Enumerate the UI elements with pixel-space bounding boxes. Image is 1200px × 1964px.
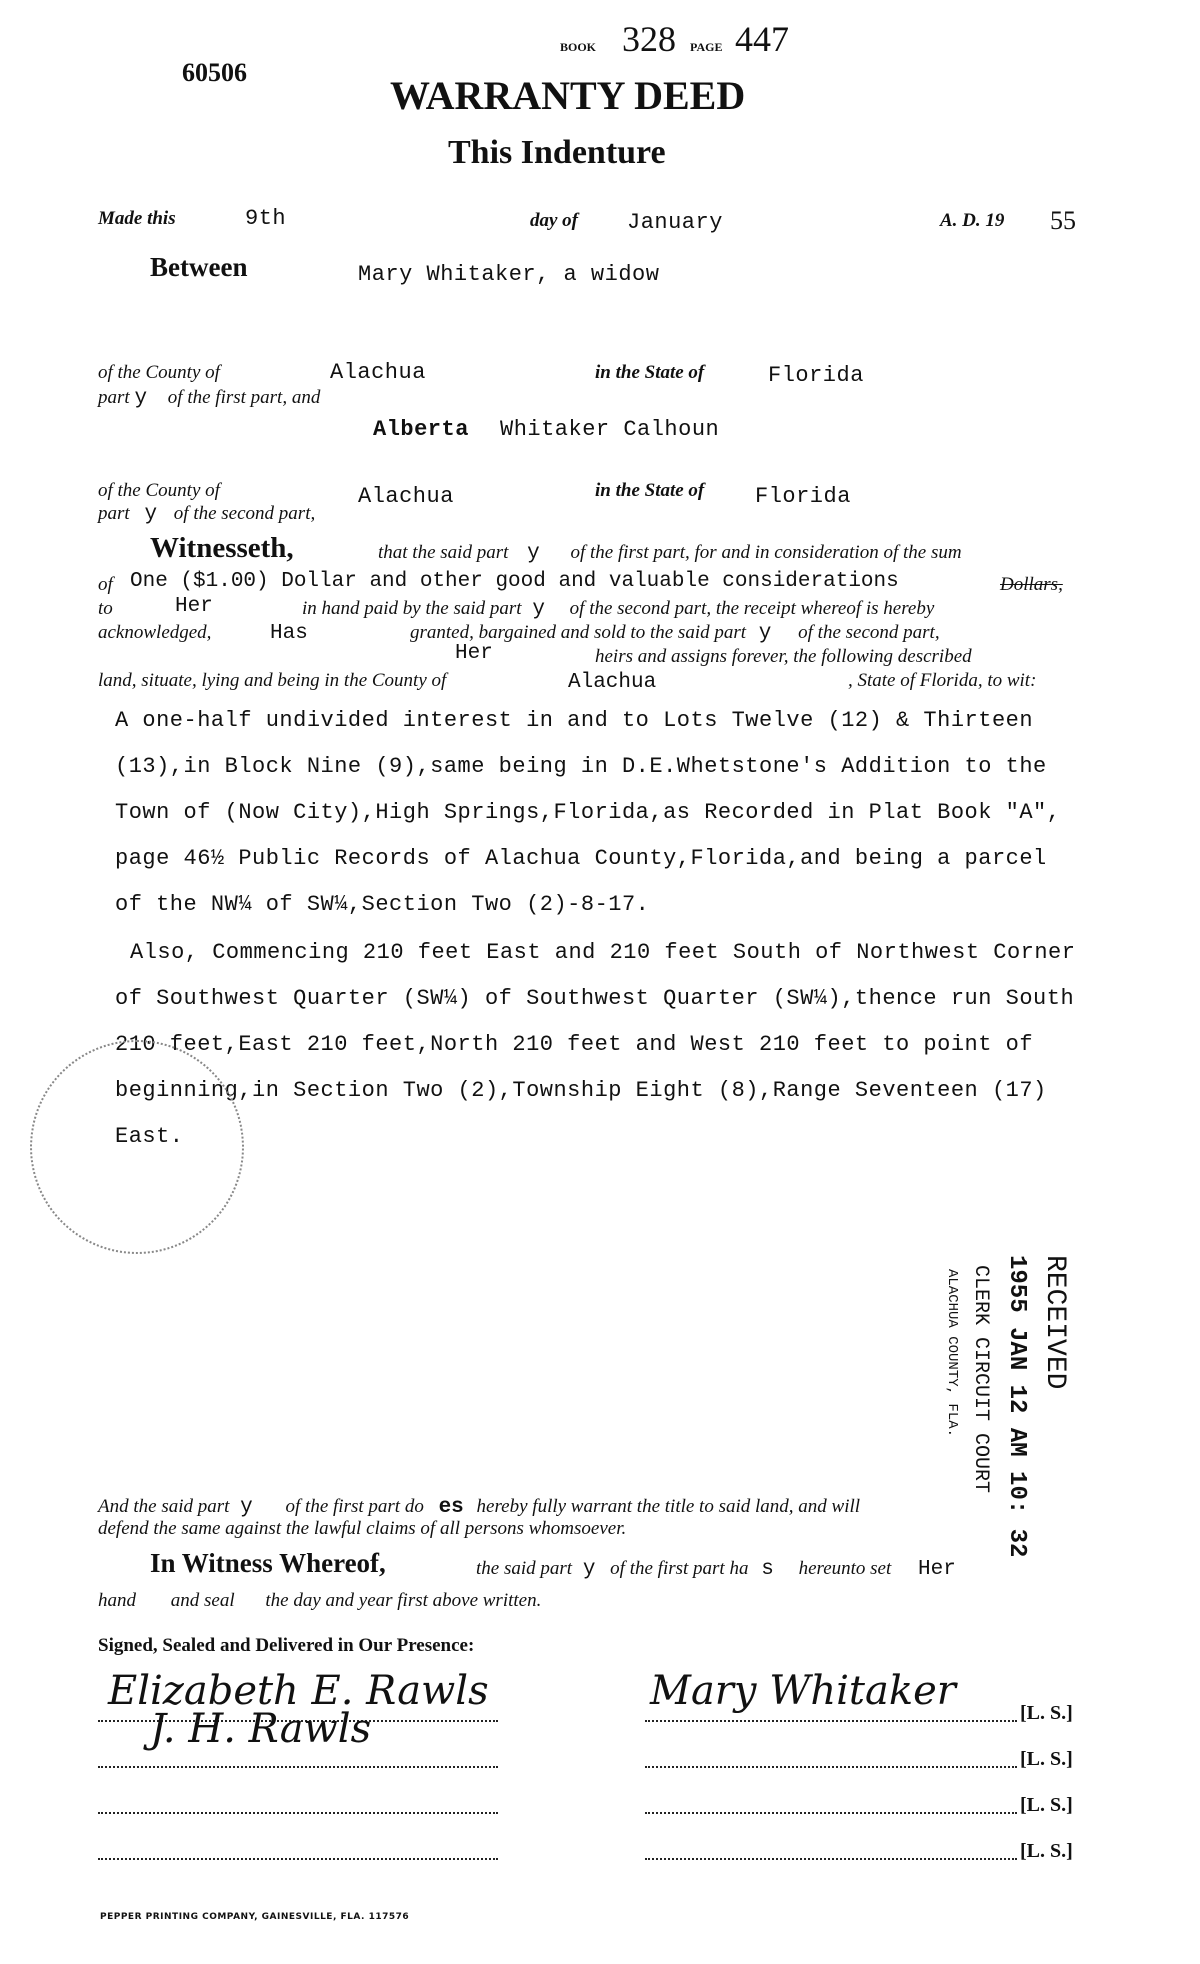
witnesseth-l1-suffix: y	[527, 542, 540, 565]
warranty-a: And the said part	[98, 1496, 230, 1517]
second-party-label	[98, 503, 315, 526]
grantee-surname: Whitaker Calhoun	[500, 417, 720, 442]
witness-signature-2: J. H. Rawls	[150, 1706, 372, 1752]
ad-label: A. D. 19	[940, 210, 1005, 231]
legal-line: 210 feet,East 210 feet,North 210 feet and West 210 feet to point of	[115, 1032, 1034, 1057]
deed-year: 55	[1050, 206, 1076, 235]
witnesseth-label: Witnesseth,	[150, 532, 294, 564]
witnesseth-line6-a: land, situate, lying and being in the County of	[98, 670, 447, 691]
legal-line: of the NW¼ of SW¼,Section Two (2)-8-17.	[115, 892, 650, 917]
legal-line: (13),in Block Nine (9),same being in D.E.Whetstone's Addition to the	[115, 754, 1047, 779]
witness-signature-1: Elizabeth E. Rawls	[108, 1668, 489, 1714]
witnesseth-line6-b: , State of Florida, to wit:	[848, 670, 1037, 691]
witnesseth-line1	[378, 542, 962, 565]
ls-label: [L. S.]	[1020, 1748, 1073, 1770]
stamp-clerk: CLERK CIRCUIT COURT	[969, 1265, 992, 1494]
in-witness-line2	[98, 1590, 541, 1612]
book-number: 328	[622, 19, 676, 59]
stamp-datetime: 1955 JAN 12 AM 10: 32	[1003, 1255, 1030, 1558]
witnesseth-l1-a: that the said part	[378, 542, 509, 563]
in-witness-d: hand	[98, 1590, 136, 1611]
has-text: Has	[270, 622, 308, 645]
legal-line: East.	[115, 1124, 184, 1149]
grantor-line-3	[645, 1812, 1017, 1814]
first-state: Florida	[768, 363, 864, 388]
witnesseth-l4-suffix: y	[758, 622, 772, 645]
in-witness-label: In Witness Whereof,	[150, 1548, 386, 1578]
embossed-seal	[30, 1040, 244, 1254]
ls-label: [L. S.]	[1020, 1702, 1073, 1724]
signed-sealed-heading: Signed, Sealed and Delivered in Our Presence:	[98, 1635, 475, 1656]
first-state-label: in the State of	[595, 362, 705, 383]
grantor-line-2	[645, 1766, 1017, 1768]
ls-label: [L. S.]	[1020, 1840, 1073, 1862]
grantor-signature: Mary Whitaker	[650, 1668, 956, 1714]
second-state-label: in the State of	[595, 480, 705, 501]
grantee-first-name: Alberta	[373, 417, 469, 442]
legal-line: page 46½ Public Records of Alachua County,Florida,and being a parcel	[115, 846, 1047, 871]
second-party-of: of the second part,	[173, 503, 316, 524]
warranty-c: hereby fully warrant the title to said land, and will	[476, 1496, 861, 1517]
made-this-label: Made this	[98, 208, 176, 229]
warranty-line2: defend the same against the lawful claims of all persons whomsoever.	[98, 1518, 627, 1539]
witness-line-3	[98, 1812, 498, 1814]
witnesseth-l4-b: of the second part,	[798, 622, 940, 643]
witness-line-2	[98, 1766, 498, 1768]
witnesseth-l3-a: in hand paid by the said part	[302, 598, 522, 619]
first-party-label	[98, 387, 320, 410]
in-witness-has-s: s	[761, 1558, 774, 1581]
legal-line: A one-half undivided interest in and to Lots Twelve (12) & Thirteen	[115, 708, 1034, 733]
document-number: 60506	[182, 58, 247, 87]
between-label: Between	[150, 252, 248, 282]
deed-subtitle: This Indenture	[448, 134, 666, 171]
second-county-label: of the County of	[98, 480, 220, 501]
book-label: BOOK	[560, 40, 597, 54]
first-party-of: of the first part, and	[167, 387, 321, 408]
stamp-county: ALACHUA COUNTY, FLA.	[944, 1269, 960, 1438]
recording-stamp	[920, 1255, 1080, 1558]
page-label: PAGE	[690, 40, 723, 54]
warranty-line1	[98, 1496, 860, 1519]
first-party-suffix: y	[134, 387, 148, 410]
grantee-pronoun-2: Her	[455, 642, 493, 665]
witnesseth-of: of	[98, 574, 113, 595]
grantor-line-1	[645, 1720, 1017, 1722]
printer-imprint: PEPPER PRINTING COMPANY, GAINESVILLE, FLA. 117576	[100, 1912, 410, 1922]
second-state: Florida	[755, 484, 851, 509]
land-county: Alachua	[568, 671, 657, 694]
in-witness-c: hereunto set	[798, 1558, 892, 1579]
warranty-does: es	[438, 1496, 464, 1519]
deed-title: WARRANTY DEED	[390, 73, 746, 118]
day-of-label: day of	[530, 210, 579, 231]
witnesseth-l3-suffix: y	[532, 598, 545, 621]
witnesseth-l1-b: of the first part, for and in consideration of the sum	[570, 542, 962, 563]
in-witness-b: of the first part ha	[610, 1558, 749, 1579]
grantor-line-4	[645, 1858, 1017, 1860]
deed-day: 9th	[245, 206, 287, 231]
grantee-pronoun-1: Her	[175, 595, 213, 618]
legal-line: Town of (Now City),High Springs,Florida,as Recorded in Plat Book "A",	[115, 800, 1061, 825]
first-county: Alachua	[330, 360, 426, 385]
warranty-suffix-y: y	[240, 1496, 253, 1519]
witnesseth-to: to	[98, 598, 113, 619]
in-witness-line1	[476, 1558, 956, 1581]
legal-line: Also, Commencing 210 feet East and 210 feet South of Northwest Corner	[130, 940, 1076, 965]
in-witness-a: the said part	[476, 1558, 573, 1579]
first-party-part: part	[98, 387, 130, 408]
in-witness-suffix-y: y	[582, 1558, 596, 1581]
second-party-part: part	[98, 503, 130, 524]
first-county-label: of the County of	[98, 362, 220, 383]
witnesseth-l4-a: granted, bargained and sold to the said part	[410, 622, 747, 643]
second-party-suffix: y	[144, 503, 158, 526]
ls-label: [L. S.]	[1020, 1794, 1073, 1816]
witness-line-4	[98, 1858, 498, 1860]
page-number: 447	[735, 19, 789, 59]
in-witness-pronoun: Her	[918, 1558, 956, 1581]
witnesseth-l3-b: of the second part, the receipt whereof is hereby	[569, 598, 935, 619]
grantor-name: Mary Whitaker, a widow	[358, 262, 660, 287]
second-county: Alachua	[358, 484, 454, 509]
acknowledged-label: acknowledged,	[98, 622, 212, 643]
warranty-b: of the first part do	[285, 1496, 424, 1517]
legal-line: beginning,in Section Two (2),Township Eight (8),Range Seventeen (17)	[115, 1078, 1047, 1103]
dollars-struck: Dollars,	[1000, 574, 1063, 595]
witnesseth-line3	[302, 598, 934, 621]
witnesseth-line5: heirs and assigns forever, the following described	[595, 646, 972, 667]
deed-month: January	[627, 210, 723, 235]
consideration-text: One ($1.00) Dollar and other good and valuable considerations	[130, 570, 899, 593]
stamp-received: RECEIVED	[1039, 1255, 1070, 1390]
legal-line: of Southwest Quarter (SW¼) of Southwest Quarter (SW¼),thence run South	[115, 986, 1075, 1011]
in-witness-f: the day and year first above written.	[265, 1590, 542, 1611]
in-witness-e: and seal	[170, 1590, 235, 1611]
